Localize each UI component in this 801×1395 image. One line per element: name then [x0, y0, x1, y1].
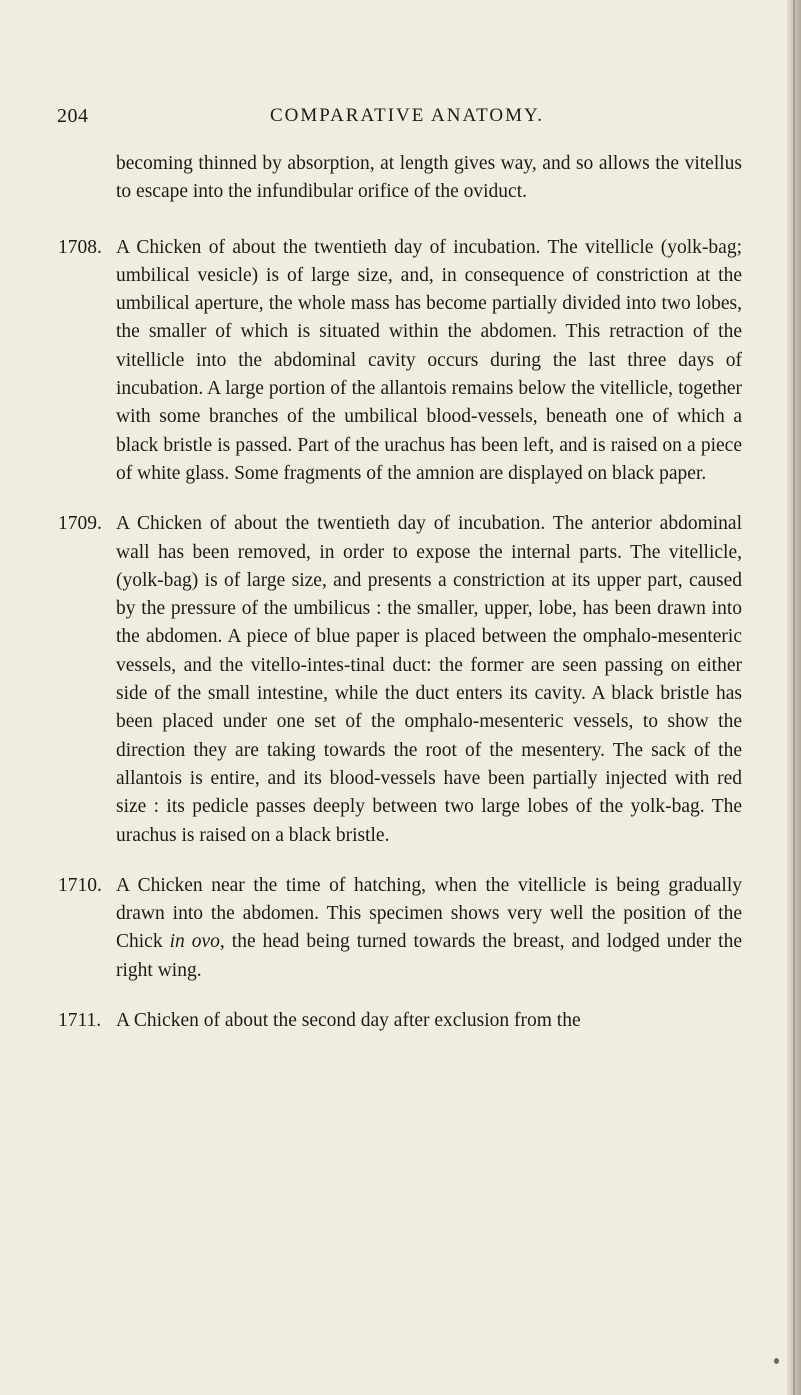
paragraph-number: 1708. — [58, 236, 102, 258]
paragraph-text-part: the head being turned towards the breast, and lodged under the right wing. — [116, 931, 742, 981]
paragraph-number: 1711. — [58, 1010, 102, 1032]
paragraph-text: A Chicken of about the twentieth day of incubation. The anterior abdominal wall has been removed, in order to expose the internal parts. The vitellicle, (yolk-bag) is of large size, and presents a constriction at its upper part, caused by the pressure of the umbilicus : the smaller, upper, lobe, has been drawn into the abdomen. A piece of blue paper is placed between the omphalo-mesenteric vessels, and the vitello-intes-tinal duct: the former are seen passing on either side of the small intestine, while the duct enters its cavity. A black bristle has been placed under one set of the omphalo-mesenteric vessels, to show the direction they are taking towards the root of the mesentery. The sack of the allantois is entire, and its blood-vessels have been partially injected with red size : its pedicle passes deeply between two large lobes of the yolk-bag. The urachus is raised on a black bristle. — [116, 513, 742, 846]
ink-speck — [774, 1358, 779, 1364]
paragraph-text: A Chicken of about the twentieth day of incubation. The vitellicle (yolk-bag; umbilical vesicle) is of large size, and, in consequence of constriction at the umbilical aperture, the whole mass has become partially divided into two lobes, the smaller of which is situated within the abdomen. This retraction of the vitellicle into the abdominal cavity occurs during the last three days of incubation. A large portion of the allantois remains below the vitellicle, together with some branches of the umbilical blood-vessels, beneath one of which a black bristle is passed. Part of the urachus has been left, and is raised on a piece of white glass. Some fragments of the amnion are displayed on black paper. — [116, 236, 742, 484]
paragraph-text-part: A Chicken near the time of hatching, when the vitellicle is being gradually drawn into the abdomen. This specimen shows very well the position of the Chick — [116, 874, 742, 953]
italic-phrase: in ovo, — [169, 931, 225, 953]
page-edge-line — [793, 0, 795, 1395]
paragraph-text — [116, 872, 742, 985]
paragraph-text: becoming thinned by absorption, at length gives way, and so allows the vitellus to escape into the infundibular orifice of the oviduct. — [116, 153, 742, 203]
paragraph-number: 1709. — [58, 513, 102, 535]
running-head — [57, 105, 747, 135]
paragraph-number: 1710. — [58, 874, 102, 896]
paragraph-text: A Chicken of about the second day after exclusion from the — [116, 1010, 581, 1032]
paragraph-1711 — [58, 1007, 742, 1035]
paragraph-1710 — [58, 872, 742, 985]
body-text — [58, 150, 742, 1057]
paragraph-continuation — [58, 150, 742, 207]
page-number: 204 — [57, 105, 89, 127]
paragraph-1708 — [58, 234, 742, 489]
paragraph-1709 — [58, 510, 742, 850]
running-title: COMPARATIVE ANATOMY. — [269, 105, 545, 126]
